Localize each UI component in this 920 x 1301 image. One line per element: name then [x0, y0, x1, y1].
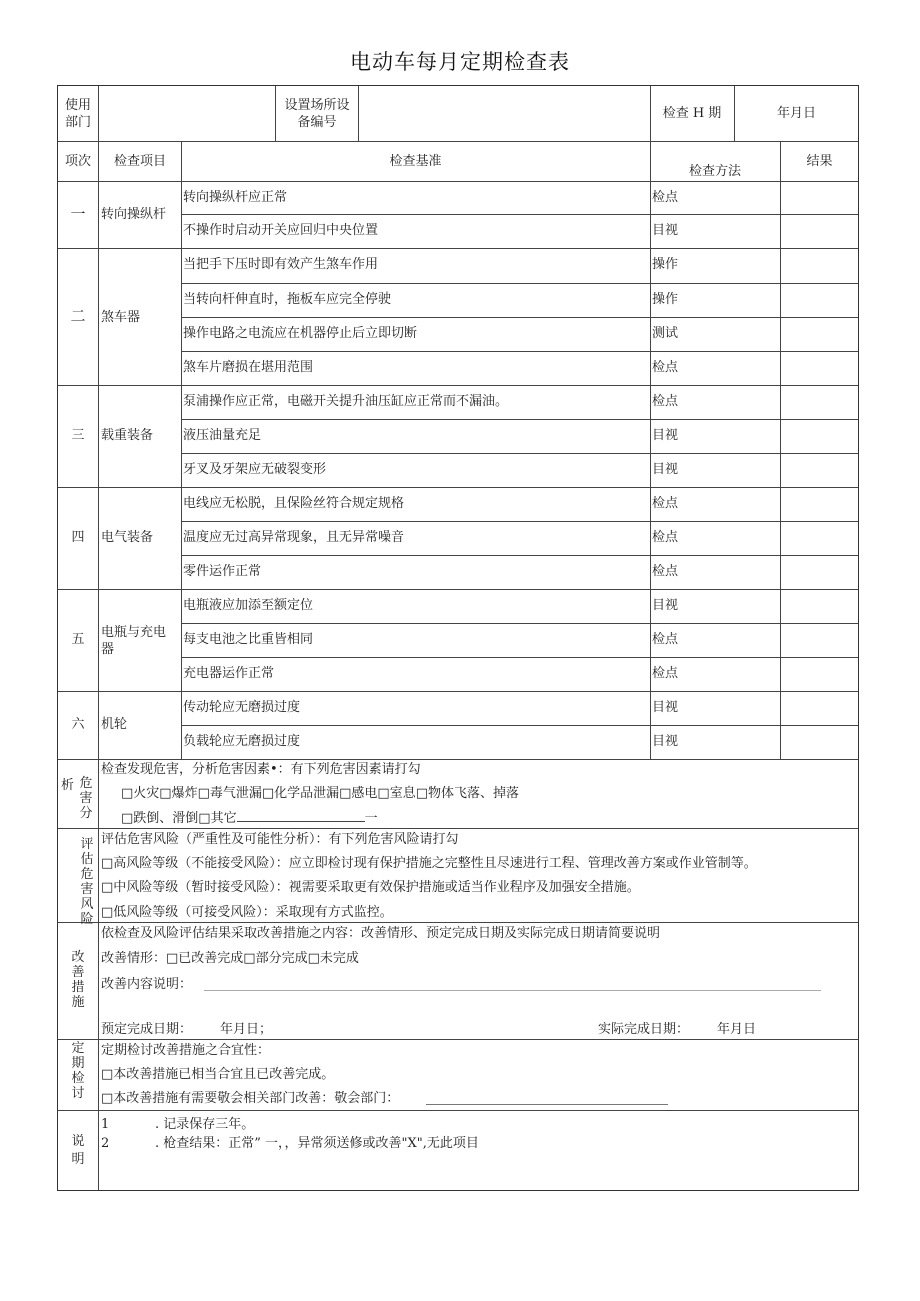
- improve-actual[interactable]: [598, 1022, 756, 1038]
- note-1-text: . 记录保存三年。: [155, 1117, 255, 1132]
- review-dept-line[interactable]: [426, 1104, 668, 1105]
- hazard-label-b: 危害分: [79, 776, 93, 821]
- grid-hline: [58, 691, 858, 692]
- grid-hline: [182, 214, 858, 215]
- improve-planned[interactable]: [101, 1022, 272, 1038]
- hazard-options-1[interactable]: □火灾□爆炸□毒气泄漏□化学品泄漏□感电□室息□物体飞落、掉落: [121, 786, 519, 801]
- grid-hline: [58, 828, 858, 829]
- criteria-cell: 零件运作正常: [183, 564, 262, 579]
- criteria-cell: 液压油量充足: [183, 428, 262, 443]
- criteria-cell: 传动轮应无磨损过度: [183, 700, 301, 715]
- date-label: 检查 H 期: [662, 106, 722, 121]
- grid-hline: [58, 1110, 858, 1111]
- section-1-seq: 一: [70, 205, 86, 223]
- equip-label-line1: 设置场所设: [284, 98, 350, 113]
- method-cell: 检点: [652, 666, 679, 681]
- grid-hline: [58, 1039, 858, 1040]
- hazard-intro: 检查发现危害，分析危害因素•：有下列危害因素请打勾: [101, 762, 421, 777]
- hazard-options-2-tail: 一: [364, 811, 378, 826]
- criteria-cell: 负载轮应无磨损过度: [183, 734, 301, 749]
- dept-label-line2: 部门: [64, 115, 91, 130]
- criteria-cell: 电瓶液应加添至额定位: [183, 598, 314, 613]
- criteria-cell: 电线应无松脱，且保险丝符合规定规格: [183, 496, 405, 511]
- note-2-text: . 枪查结果：正常” 一，，异常须送修或改善"X",无此项目: [155, 1136, 479, 1151]
- section-5-seq: 五: [71, 632, 85, 647]
- grid-hline: [58, 385, 858, 386]
- grid-hline: [58, 141, 858, 142]
- criteria-cell: 泵浦操作应正常，电磁开关提升油压缸应正常而不漏油。: [183, 394, 509, 409]
- criteria-cell: 煞车片磨损在堪用范围: [183, 360, 314, 375]
- form-title: 电动车每月定期检查表: [350, 50, 570, 74]
- risk-high-option[interactable]: □高风险等级（不能接受风险）：应立即检讨现有保护措施之完整性且尽速进行工程、管理改善方案或作业管制等。: [101, 856, 757, 871]
- actual-date-value: 年月日: [717, 1022, 757, 1037]
- section-6-seq: 六: [71, 717, 85, 732]
- dept-label-line1: 使用: [64, 98, 91, 113]
- planned-date-label: 预定完成日期：: [101, 1022, 193, 1037]
- risk-intro: 评估危害风险（严重性及可能性分析）：有下列危害风险请打勾: [101, 832, 459, 847]
- improve-content-line[interactable]: [204, 990, 821, 991]
- hazard-options-2[interactable]: [121, 810, 378, 827]
- section-5-item-line1: 电瓶与充电: [101, 625, 167, 640]
- section-5-item-line2: 器: [101, 642, 115, 657]
- criteria-cell: 每支电池之比重皆相同: [183, 632, 314, 647]
- criteria-cell: 转向操纵杆应正常: [183, 190, 288, 205]
- grid-hline: [182, 555, 858, 556]
- criteria-cell: 不操作时启动开关应回归中央位置: [183, 223, 379, 238]
- grid-hline: [182, 623, 858, 624]
- notes-label: 说明: [71, 1134, 85, 1167]
- method-cell: 目视: [652, 223, 679, 238]
- grid-vline: [358, 86, 359, 141]
- method-cell: 检点: [652, 530, 679, 545]
- hazard-options-2-text: □跌倒、滑倒□其它: [121, 811, 237, 826]
- grid-hline: [58, 589, 858, 590]
- grid-vline: [98, 86, 99, 1190]
- review-label: 定期检讨: [71, 1041, 85, 1101]
- grid-hline: [182, 453, 858, 454]
- criteria-cell: 充电器运作正常: [183, 666, 275, 681]
- criteria-cell: 当把手下压时即有效产生煞车作用: [183, 257, 379, 272]
- section-3-seq: 三: [71, 428, 85, 443]
- method-cell: 目视: [652, 462, 679, 477]
- review-option-2[interactable]: □本改善措施有需要敬会相关部门改善：敬会部门：: [101, 1091, 400, 1106]
- grid-hline: [58, 759, 858, 760]
- section-4-item: 电气装备: [101, 530, 154, 545]
- method-cell: 测试: [652, 326, 679, 341]
- equip-label: [276, 97, 358, 131]
- improve-content-label: 改善内容说明：: [101, 977, 193, 992]
- date-field[interactable]: 年月日: [776, 106, 816, 121]
- note-2-number: 2: [101, 1136, 110, 1151]
- grid-vline: [780, 141, 781, 759]
- dept-label: [58, 97, 98, 131]
- actual-date-label: 实际完成日期：: [598, 1022, 690, 1037]
- method-cell: 检点: [652, 496, 679, 511]
- method-cell: 检点: [652, 190, 679, 205]
- section-6-item: 机轮: [101, 717, 128, 732]
- risk-low-option[interactable]: □低风险等级（可接受风险）：采取现有方式监控。: [101, 905, 393, 920]
- hazard-label-a: 析: [61, 778, 75, 793]
- grid-hline: [58, 922, 858, 923]
- grid-hline: [182, 351, 858, 352]
- criteria-cell: 操作电路之电流应在机器停止后立即切断: [183, 326, 418, 341]
- grid-hline: [58, 248, 858, 249]
- col-result: 结果: [806, 154, 833, 169]
- method-cell: 检点: [652, 394, 679, 409]
- risk-label: 评估危害风险: [80, 837, 94, 927]
- grid-hline: [182, 521, 858, 522]
- grid-vline: [181, 141, 182, 759]
- review-option-1[interactable]: □本改善措施已相当合宜且已改善完成。: [101, 1067, 335, 1082]
- col-item: 检查项目: [113, 154, 166, 169]
- method-cell: 目视: [652, 598, 679, 613]
- criteria-cell: 温度应无过高异常现象，且无异常噪音: [183, 530, 405, 545]
- section-1-item: 转向操纵杆: [101, 207, 167, 222]
- improve-intro: 依检查及风险评估结果采取改善措施之内容：改善情形、预定完成日期及实际完成日期请简要说明: [101, 926, 661, 941]
- section-2-seq: 二: [70, 307, 86, 325]
- risk-mid-option[interactable]: □中风险等级（暂时接受风险）：视需要采取更有效保护措施或适当作业程序及加强安全措施。: [101, 880, 640, 895]
- grid-hline: [182, 419, 858, 420]
- review-intro: 定期检讨改善措施之合宜性：: [101, 1043, 271, 1058]
- grid-hline: [182, 283, 858, 284]
- section-3-item: 载重装备: [101, 428, 154, 443]
- grid-hline: [182, 725, 858, 726]
- method-cell: 目视: [652, 700, 679, 715]
- grid-hline: [182, 317, 858, 318]
- grid-hline: [182, 657, 858, 658]
- method-cell: 检点: [652, 632, 679, 647]
- grid-hline: [58, 181, 858, 182]
- improve-status[interactable]: 改善情形：□已改善完成□部分完成□未完成: [101, 951, 359, 966]
- col-criteria: 检查基准: [389, 154, 442, 169]
- method-cell: 操作: [652, 257, 679, 272]
- method-cell: 目视: [652, 428, 679, 443]
- method-cell: 目视: [652, 734, 679, 749]
- grid-hline: [58, 487, 858, 488]
- method-cell: 操作: [652, 292, 679, 307]
- col-seq: 项次: [64, 154, 91, 169]
- criteria-cell: 当转向杆伸直时，拖板车应完全停驶: [183, 292, 392, 307]
- criteria-cell: 牙叉及牙架应无破裂变形: [183, 462, 327, 477]
- method-cell: 检点: [652, 564, 679, 579]
- improve-label: 改善措施: [71, 950, 85, 1010]
- col-method: 检查方法: [688, 164, 741, 179]
- method-cell: 检点: [652, 360, 679, 375]
- planned-date-value: 年月日；: [220, 1022, 273, 1037]
- hazard-other-underline: [237, 810, 365, 822]
- equip-label-line2: 备编号: [297, 115, 337, 130]
- section-5-item: [101, 624, 166, 658]
- section-2-item: 煞车器: [101, 310, 141, 325]
- note-1-number: 1: [101, 1117, 110, 1132]
- section-4-seq: 四: [71, 530, 85, 545]
- grid-vline: [650, 86, 651, 759]
